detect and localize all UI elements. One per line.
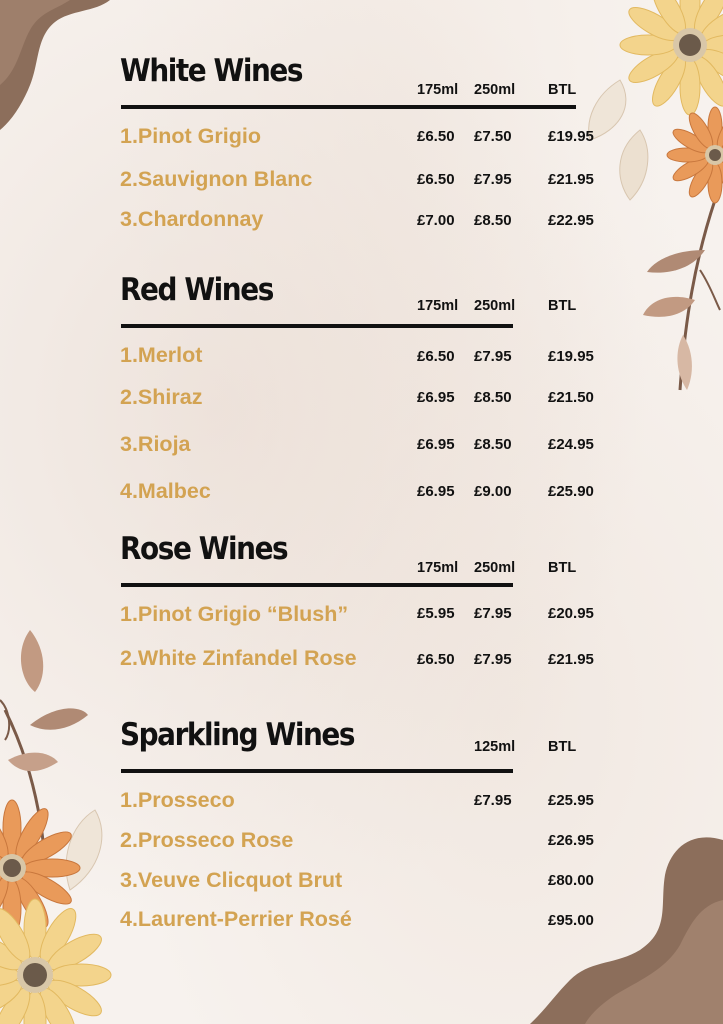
section-title: Rose Wines <box>120 531 288 567</box>
section-divider <box>121 769 513 773</box>
section-divider <box>121 583 513 587</box>
price-bottle: £20.95 <box>548 605 594 622</box>
price-175ml: £6.50 <box>417 128 455 145</box>
price-bottle: £19.95 <box>548 348 594 365</box>
item-name: 4.Malbec <box>120 479 211 503</box>
price-250ml: £8.50 <box>474 212 512 229</box>
price-bottle: £26.95 <box>548 832 594 849</box>
col-head-250ml: 250ml <box>474 82 516 98</box>
section-title: Sparkling Wines <box>120 717 355 753</box>
price-175ml: £6.95 <box>417 389 455 406</box>
item-name: 2.Shiraz <box>120 385 203 409</box>
price-bottle: £19.95 <box>548 128 594 145</box>
item-name: 1.Pinot Grigio <box>120 124 261 148</box>
item-name: 2.White Zinfandel Rose <box>120 646 357 670</box>
col-head-250ml: 250ml <box>474 298 516 314</box>
orange-daisy-icon <box>0 630 150 1024</box>
col-head-btl: BTL <box>548 82 577 98</box>
item-name: 1.Merlot <box>120 343 203 367</box>
price-125ml: £7.95 <box>474 792 512 809</box>
col-head-175ml: 175ml <box>417 560 459 576</box>
item-name: 3.Rioja <box>120 432 191 456</box>
brown-wave-icon <box>0 0 130 140</box>
item-name: 1.Prosseco <box>120 788 235 812</box>
price-175ml: £6.95 <box>417 436 455 453</box>
section-divider <box>121 324 513 328</box>
col-head-125ml: 125ml <box>474 739 516 755</box>
price-250ml: £8.50 <box>474 436 512 453</box>
item-name: 2.Sauvignon Blanc <box>120 167 313 191</box>
sunflower-icon <box>575 0 723 400</box>
price-250ml: £8.50 <box>474 389 512 406</box>
section-title: White Wines <box>120 53 303 89</box>
col-head-btl: BTL <box>548 739 577 755</box>
price-250ml: £7.95 <box>474 171 512 188</box>
col-head-250ml: 250ml <box>474 560 516 576</box>
item-name: 2.Prosseco Rose <box>120 828 294 852</box>
section-divider <box>121 105 576 109</box>
price-bottle: £22.95 <box>548 212 594 229</box>
price-bottle: £25.90 <box>548 483 594 500</box>
item-name: 3.Veuve Clicquot Brut <box>120 868 343 892</box>
price-bottle: £80.00 <box>548 872 594 889</box>
price-175ml: £7.00 <box>417 212 455 229</box>
price-bottle: £21.95 <box>548 651 594 668</box>
price-bottle: £21.95 <box>548 171 594 188</box>
price-bottle: £24.95 <box>548 436 594 453</box>
col-head-175ml: 175ml <box>417 298 459 314</box>
section-title: Red Wines <box>120 272 273 308</box>
price-bottle: £95.00 <box>548 912 594 929</box>
col-head-175ml: 175ml <box>417 82 459 98</box>
item-name: 1.Pinot Grigio “Blush” <box>120 602 349 626</box>
price-175ml: £6.50 <box>417 171 455 188</box>
price-175ml: £6.50 <box>417 348 455 365</box>
col-head-btl: BTL <box>548 298 577 314</box>
item-name: 3.Chardonnay <box>120 207 264 231</box>
price-250ml: £7.50 <box>474 128 512 145</box>
price-175ml: £5.95 <box>417 605 455 622</box>
price-bottle: £25.95 <box>548 792 594 809</box>
price-250ml: £7.95 <box>474 348 512 365</box>
price-250ml: £9.00 <box>474 483 512 500</box>
col-head-btl: BTL <box>548 560 577 576</box>
price-bottle: £21.50 <box>548 389 594 406</box>
price-250ml: £7.95 <box>474 651 512 668</box>
item-name: 4.Laurent-Perrier Rosé <box>120 907 352 931</box>
price-175ml: £6.95 <box>417 483 455 500</box>
price-175ml: £6.50 <box>417 651 455 668</box>
price-250ml: £7.95 <box>474 605 512 622</box>
